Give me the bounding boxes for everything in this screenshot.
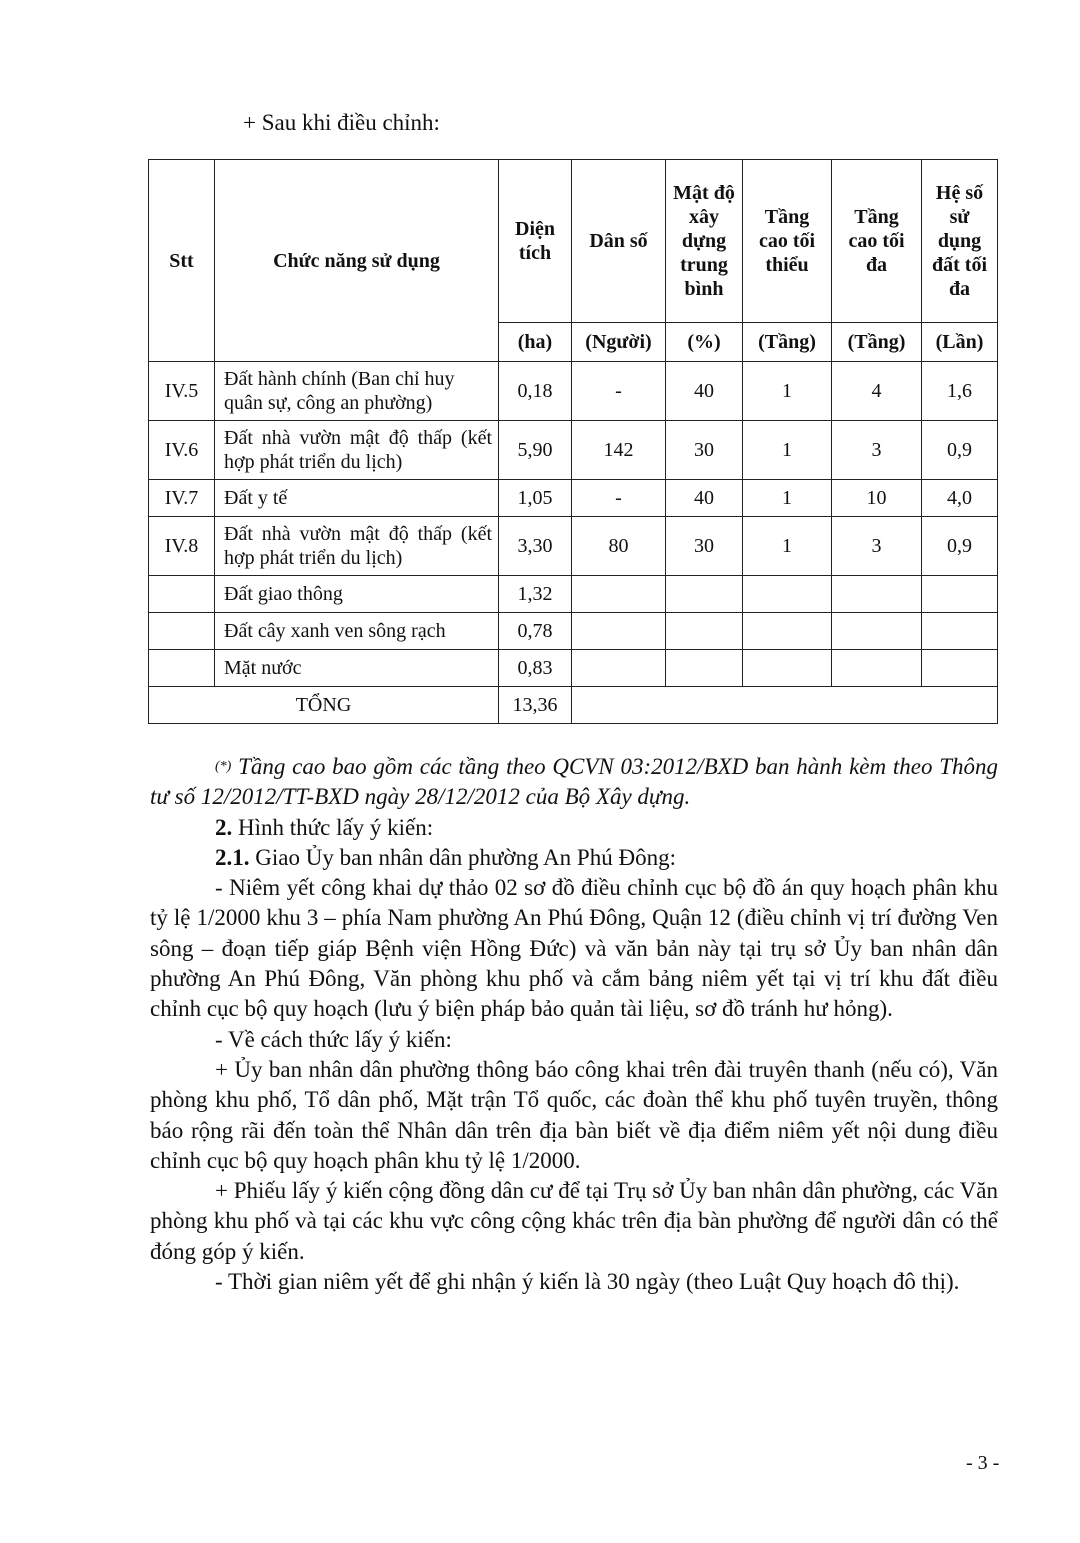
table-row [149, 576, 998, 613]
cell-name: Mặt nước [215, 650, 499, 687]
cell-max-floors: 3 [832, 421, 922, 480]
unit-area: (ha) [499, 323, 572, 362]
cell-far: 0,9 [922, 517, 998, 576]
cell-name: Đất hành chính (Ban chỉ huy quân sự, công an phường) [215, 362, 499, 421]
cell-max-floors: 3 [832, 517, 922, 576]
cell-stt: IV.8 [149, 517, 215, 576]
cell-area: 1,05 [499, 480, 572, 517]
cell-area: 5,90 [499, 421, 572, 480]
cell-stt: IV.5 [149, 362, 215, 421]
cell-area: 0,18 [499, 362, 572, 421]
cell-area: 1,32 [499, 576, 572, 613]
header-area: Diện tích [499, 160, 572, 323]
total-empty-cell [572, 687, 998, 724]
cell-stt: IV.6 [149, 421, 215, 480]
cell-population: - [572, 480, 666, 517]
cell-min-floors: 1 [743, 362, 832, 421]
cell-population: 80 [572, 517, 666, 576]
section-2-heading [150, 813, 998, 843]
section-2-1-title: Giao Ủy ban nhân dân phường An Phú Đông: [249, 844, 676, 870]
table-row [149, 362, 998, 421]
cell-population [572, 650, 666, 687]
cell-far [922, 613, 998, 650]
cell-name: Đất cây xanh ven sông rạch [215, 613, 499, 650]
paragraph: + Ủy ban nhân dân phường thông báo công khai trên đài truyên thanh (nếu có), Văn phòng khu phố, Tổ dân phố, Mặt trận Tổ quốc, các đoàn thể khu phố tuyên truyền, thông báo rộng rãi đến toàn thể Nhân dân trên địa bàn biết về địa điểm niêm yết nội dung điều chỉnh cục bộ quy hoạch phân khu tỷ lệ 1/2000. [150, 1056, 998, 1173]
cell-stt [149, 613, 215, 650]
header-far: Hệ số sử dụng đất tối đa [922, 160, 998, 323]
section-2-title: Hình thức lấy ý kiến: [232, 814, 434, 840]
cell-population: - [572, 362, 666, 421]
table-row [149, 421, 998, 480]
unit-far: (Lần) [922, 323, 998, 362]
cell-density [666, 576, 743, 613]
footnote-marker: (*) [215, 759, 232, 774]
cell-min-floors: 1 [743, 517, 832, 576]
footnote [150, 752, 998, 813]
cell-max-floors [832, 650, 922, 687]
cell-far: 0,9 [922, 421, 998, 480]
cell-max-floors: 4 [832, 362, 922, 421]
header-max-floors: Tầng cao tối đa [832, 160, 922, 323]
table-row [149, 480, 998, 517]
cell-density: 30 [666, 517, 743, 576]
unit-min-floors: (Tầng) [743, 323, 832, 362]
cell-min-floors: 1 [743, 421, 832, 480]
header-min-floors: Tầng cao tối thiểu [743, 160, 832, 323]
total-area: 13,36 [499, 687, 572, 724]
cell-population [572, 576, 666, 613]
cell-min-floors [743, 650, 832, 687]
cell-max-floors [832, 576, 922, 613]
body-text [150, 752, 998, 1297]
cell-density: 30 [666, 421, 743, 480]
unit-population: (Người) [572, 323, 666, 362]
header-stt: Stt [149, 160, 215, 362]
cell-far: 1,6 [922, 362, 998, 421]
cell-area: 3,30 [499, 517, 572, 576]
table-header-row [149, 160, 998, 323]
unit-density: (%) [666, 323, 743, 362]
unit-max-floors: (Tầng) [832, 323, 922, 362]
intro-line: + Sau khi điều chỉnh: [243, 110, 440, 135]
cell-max-floors: 10 [832, 480, 922, 517]
paragraph: + Phiếu lấy ý kiến cộng đồng dân cư để tại Trụ sở Ủy ban nhân dân phường, các Văn phòng khu phố và tại các khu vực công cộng khác trên địa bàn phường để người dân có thể đóng góp ý kiến. [150, 1178, 998, 1264]
cell-max-floors [832, 613, 922, 650]
cell-far [922, 650, 998, 687]
land-use-table [148, 159, 998, 724]
cell-min-floors [743, 576, 832, 613]
header-density: Mật độ xây dựng trung bình [666, 160, 743, 323]
table-total-row [149, 687, 998, 724]
cell-area: 0,83 [499, 650, 572, 687]
cell-stt: IV.7 [149, 480, 215, 517]
paragraph: - Thời gian niêm yết để ghi nhận ý kiến là 30 ngày (theo Luật Quy hoạch đô thị). [215, 1269, 960, 1295]
cell-population [572, 613, 666, 650]
paragraph: - Niêm yết công khai dự thảo 02 sơ đồ điều chỉnh cục bộ đồ án quy hoạch phân khu tỷ lệ 1/2000 khu 3 – phía Nam phường An Phú Đông, Quận 12 (điều chỉnh vị trí đường Ven sông – đoạn tiếp giáp Bệnh viện Hồng Đức) và văn bản này tại trụ sở Ủy ban nhân dân phường An Phú Đông, Văn phòng khu phố và cắm bảng niêm yết tại vị trí khu đất điều chỉnh cục bộ quy hoạch (lưu ý biện pháp bảo quản tài liệu, sơ đồ tránh hư hỏng). [150, 875, 998, 1022]
table-row [149, 650, 998, 687]
header-function: Chức năng sử dụng [215, 160, 499, 362]
table-row [149, 517, 998, 576]
cell-min-floors: 1 [743, 480, 832, 517]
cell-stt [149, 650, 215, 687]
cell-name: Đất giao thông [215, 576, 499, 613]
cell-stt [149, 576, 215, 613]
cell-density [666, 650, 743, 687]
cell-far: 4,0 [922, 480, 998, 517]
table-row [149, 613, 998, 650]
cell-density: 40 [666, 362, 743, 421]
header-population: Dân số [572, 160, 666, 323]
cell-density: 40 [666, 480, 743, 517]
total-label: TỔNG [149, 687, 499, 724]
cell-name: Đất nhà vườn mật độ thấp (kết hợp phát triển du lịch) [215, 517, 499, 576]
footnote-text: Tầng cao bao gồm các tầng theo QCVN 03:2012/BXD ban hành kèm theo Thông tư số 12/2012/TT-BXD ngày 28/12/2012 của Bộ Xây dựng. [150, 754, 998, 810]
cell-min-floors [743, 613, 832, 650]
cell-area: 0,78 [499, 613, 572, 650]
cell-name: Đất y tế [215, 480, 499, 517]
paragraph: - Về cách thức lấy ý kiến: [215, 1026, 452, 1052]
cell-population: 142 [572, 421, 666, 480]
section-2-number: 2. [215, 814, 233, 840]
cell-name: Đất nhà vườn mật độ thấp (kết hợp phát triển du lịch) [215, 421, 499, 480]
section-2-1-heading [150, 843, 998, 873]
section-2-1-number: 2.1. [215, 844, 250, 870]
cell-density [666, 613, 743, 650]
page-number: - 3 - [966, 1452, 1000, 1474]
cell-far [922, 576, 998, 613]
